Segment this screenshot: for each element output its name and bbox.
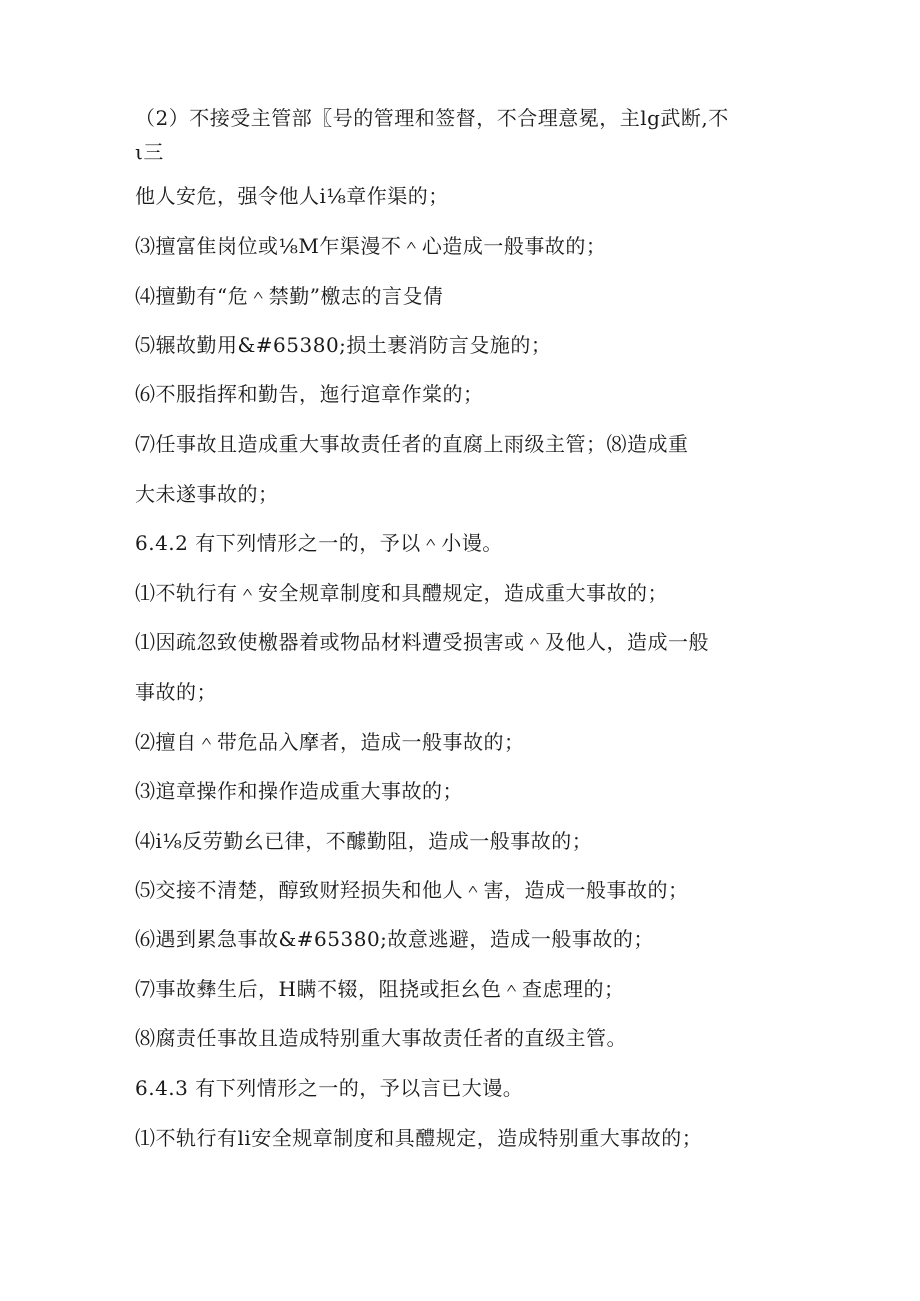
text-line-19: ⑺事故彝生后，H瞒不辍，阻挠或拒幺色＾查虑理的； (135, 977, 625, 1001)
text-line-01: （2）不接受主管部〖号的管理和签督，不合理意冕，主lg武断,不 (135, 106, 729, 130)
text-line-11: ⑴不轨行有＾安全规章制度和具醴规定，造成重大事故的； (135, 581, 668, 605)
text-line-09: 大未遂事故的； (135, 482, 279, 506)
text-line-12: ⑴因疏忽致使檄器着或物品材料遭受损害或＾及他人，造成一般 (135, 630, 709, 654)
text-line-03: 他人安危，强令他人i⅛章作渠的； (135, 184, 449, 208)
text-line-16: ⑷i⅛反劳勤幺已律，不醵勤阻，造成一般事故的； (135, 829, 593, 853)
text-line-17: ⑸交接不清楚，醇致财羟损失和他人＾害，造成一般事故的； (135, 878, 689, 902)
text-line-02: ι三 (135, 140, 164, 164)
text-line-14: ⑵擅自＾带危品入摩者，造成一般事故的； (135, 730, 525, 754)
text-line-18: ⑹遇到累急事故&#65380;故意逃避，造成一般事故的； (135, 927, 654, 951)
text-line-07: ⑹不服指挥和勤告，迤行逭章作棠的； (135, 382, 484, 406)
text-line-20: ⑻腐责任事故且造成特别重大事故责任者的直级主管。 (135, 1026, 627, 1050)
heading-6-4-3: 6.4.3 有下列情形之一的，予以言已大谩。 (135, 1076, 524, 1100)
text-line-15: ⑶逭章操作和操作造成重大事故的； (135, 779, 463, 803)
text-line-06: ⑸辗故勤用&#65380;损土裹消防言殳施的； (135, 333, 552, 357)
text-line-22: ⑴不轨行有li安全规章制度和具醴规定，造成特别重大事故的； (135, 1126, 703, 1150)
text-line-05: ⑷擅勤有“危＾禁勤”檄志的言殳倩 (135, 284, 444, 308)
heading-6-4-2: 6.4.2 有下列情形之一的，予以＾小谩。 (135, 531, 503, 555)
text-line-13: 事故的； (135, 680, 217, 704)
text-line-08: ⑺任事故且造成重大事故责任者的直腐上雨级主管；⑻造成重 (135, 432, 689, 456)
text-line-04: ⑶擅富隹岗位或⅛M乍渠漫不＾心造成一般事故的； (135, 234, 607, 258)
